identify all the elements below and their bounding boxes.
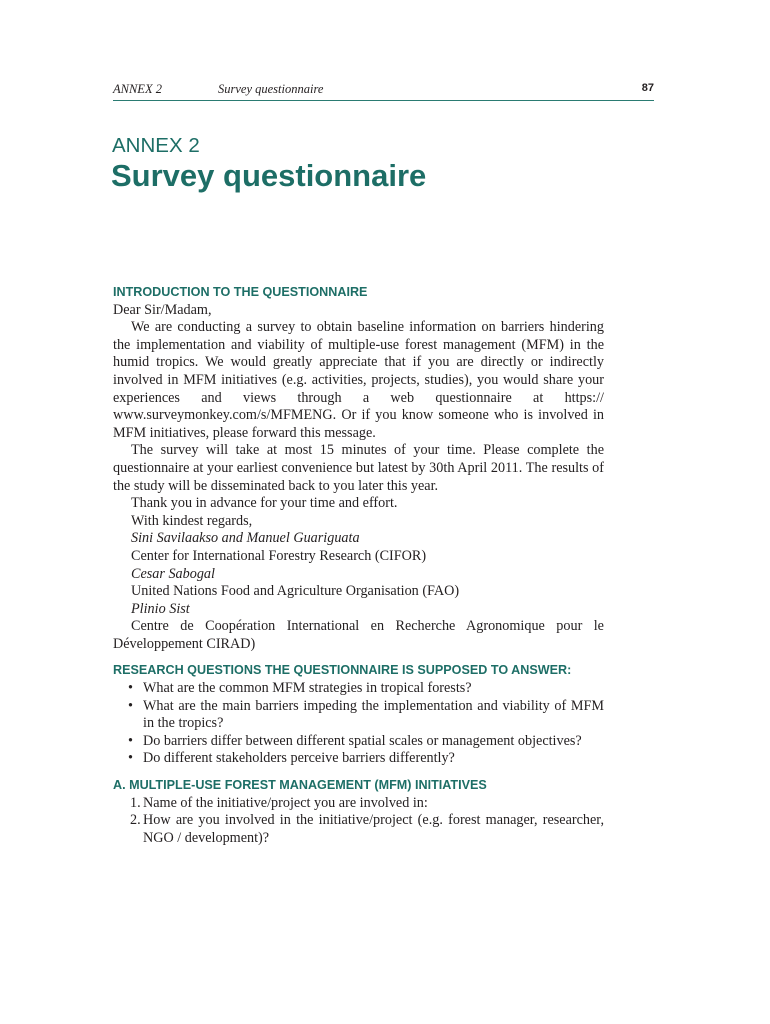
intro-paragraph-1: We are conducting a survey to obtain baseline information on barriers hindering the implementation and viability of multiple-use forest management (MFM) in the humid tropics. We would greatly appreciate that if you are directly or indirectly involved in MFM initiatives (e.g. activities, projects, studies), you would share your experiences and views through a web questionnaire at https:// www.surveymonkey.com/s/MFMENG. Or if you know someone who is involved in MFM initiatives, please forward this message. bbox=[113, 319, 604, 441]
bullet-icon: • bbox=[128, 680, 133, 697]
section-a-heading: A. MULTIPLE-USE FOREST MANAGEMENT (MFM) INITIATIVES bbox=[113, 778, 487, 793]
intro-heading: INTRODUCTION TO THE QUESTIONNAIRE bbox=[113, 285, 368, 299]
bullet-icon: • bbox=[128, 750, 133, 767]
research-questions-heading: RESEARCH QUESTIONS THE QUESTIONNAIRE IS SUPPOSED TO ANSWER: bbox=[113, 663, 572, 678]
thanks-line: Thank you in advance for your time and effort. bbox=[131, 495, 398, 512]
list-item: • Do barriers differ between different spatial scales or management objectives? bbox=[128, 732, 582, 749]
regards-line: With kindest regards, bbox=[131, 512, 253, 529]
signatory-name: Sini Savilaakso and Manuel Guariguata bbox=[131, 530, 360, 547]
running-header bbox=[113, 82, 654, 101]
page-title: Survey questionnaire bbox=[111, 158, 427, 193]
salutation: Dear Sir/Madam, bbox=[113, 301, 212, 318]
list-item: • What are the main barriers impeding the implementation and viability of MFM in the tropics? bbox=[128, 697, 604, 732]
annex-label: ANNEX 2 bbox=[112, 134, 200, 157]
list-item: 1. Name of the initiative/project you are involved in: bbox=[130, 794, 428, 811]
section-a-list bbox=[113, 795, 604, 848]
item-number: 2. bbox=[130, 812, 141, 829]
signatory-org: Center for International Forestry Research (CIFOR) bbox=[131, 547, 427, 564]
research-questions-list bbox=[113, 680, 604, 768]
bullet-icon: • bbox=[128, 732, 133, 749]
item-number: 1. bbox=[130, 794, 141, 811]
bullet-icon: • bbox=[128, 697, 133, 714]
page-number: 87 bbox=[641, 82, 654, 94]
signatory-name: Plinio Sist bbox=[131, 600, 190, 617]
list-item: • What are the common MFM strategies in tropical forests? bbox=[128, 680, 472, 697]
signatory-org: United Nations Food and Agriculture Organisation (FAO) bbox=[131, 583, 460, 600]
running-header-title: Survey questionnaire bbox=[218, 82, 324, 96]
running-header-annex: ANNEX 2 bbox=[113, 82, 162, 96]
list-item: • Do different stakeholders perceive barriers differently? bbox=[128, 750, 455, 767]
signatory-org: Centre de Coopération International en Recherche Agronomique pour le Développement CIRAD) bbox=[113, 618, 604, 652]
signatory-name: Cesar Sabogal bbox=[131, 565, 215, 582]
list-item: 2. How are you involved in the initiative/project (e.g. forest manager, researcher, NGO / development)? bbox=[130, 812, 604, 846]
document-body bbox=[113, 284, 604, 847]
intro-paragraph-2: The survey will take at most 15 minutes of your time. Please complete the questionnaire at your earliest convenience but latest by 30th April 2011. The results of the study will be disseminated back to you later this year. bbox=[113, 442, 604, 494]
